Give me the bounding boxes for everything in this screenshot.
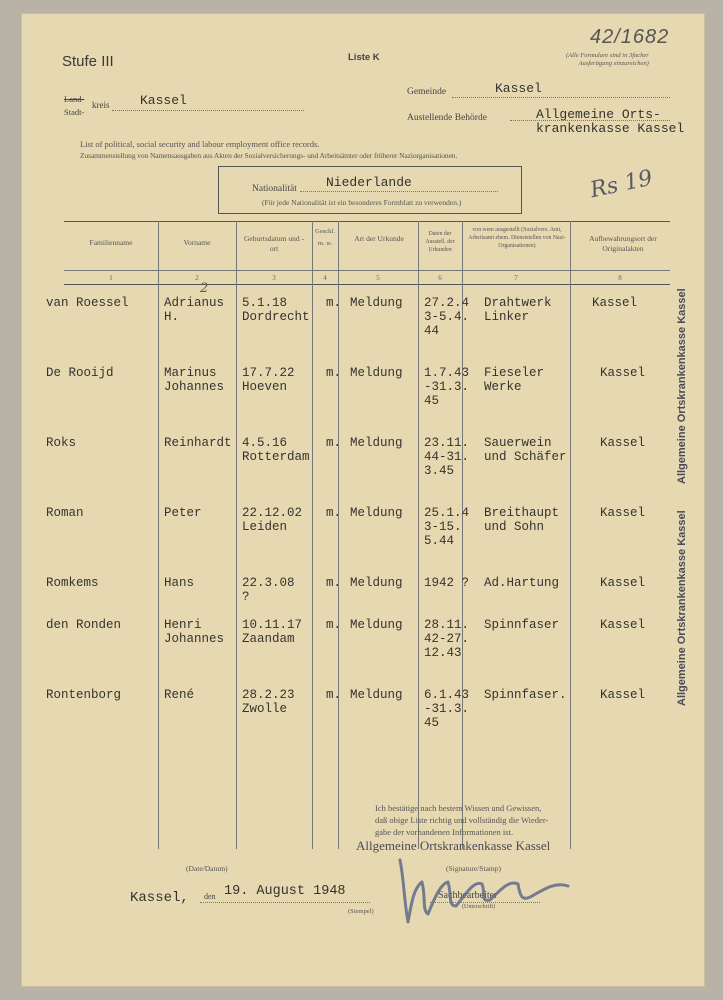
cell-art: Meldung	[350, 366, 403, 380]
col-header-geburtsdatum: Geburtsdatum und -ort	[244, 234, 304, 253]
cell-vorname: Peter	[164, 506, 202, 520]
cell-geburtsort: Zwolle	[242, 702, 288, 716]
col-header-familienname: Familienname	[89, 238, 133, 247]
col-header-geschlecht: Geschl. m. w.	[315, 228, 335, 247]
date-label: (Date/Datum)	[186, 864, 228, 873]
cell-aufbewahrungsort: Kassel	[600, 366, 646, 380]
cell-art: Meldung	[350, 618, 403, 632]
cell-aufbewahrungsort: Kassel	[600, 436, 646, 450]
handwritten-signature	[370, 840, 590, 930]
cell-art: Meldung	[350, 576, 403, 590]
col-divider-1	[158, 221, 159, 849]
col-header-vorname: Vorname	[183, 238, 211, 247]
gemeinde-underline	[452, 97, 670, 98]
cell-geburtsdatum: 10.11.17	[242, 618, 303, 632]
cell-daten: 1.7.43-31.3.45	[424, 366, 470, 408]
cell-geschlecht: m.	[326, 366, 342, 380]
cell-daten: 25.1.43-15.5.44	[424, 506, 470, 548]
sachbearbeiter-label: Sachbearbeiter	[438, 890, 498, 901]
col-number-3: 3	[272, 274, 276, 282]
cell-geburtsort: Dordrecht	[242, 310, 310, 324]
kreis-value: Kassel	[140, 93, 187, 108]
behoerde-label: Austellende Behörde	[407, 113, 487, 123]
col-divider-4	[338, 221, 339, 849]
cell-geburtsdatum: 28.2.23	[242, 688, 295, 702]
cell-von-wem: Spinnfaser	[484, 618, 560, 632]
subtitle-de: Zusammenstellung von Namensausgaben aus Akten der Sozialversicherungs- und Arbeitsämter oder früherer Naziorganisationen.	[80, 151, 458, 160]
signature-label: (Signature/Stamp)	[446, 864, 501, 873]
cell-vorname: Hans	[164, 576, 195, 590]
cell-vorname: Henri Johannes	[164, 618, 225, 646]
cell-von-wem: Spinnfaser.	[484, 688, 567, 702]
gemeinde-label: Gemeinde	[407, 87, 447, 97]
cell-von-wem: Fieseler Werke	[484, 366, 545, 394]
cell-geburtsort: Leiden	[242, 520, 288, 534]
cell-geschlecht: m.	[326, 296, 342, 310]
cell-geburtsdatum: 5.1.18	[242, 296, 288, 310]
col-number-7: 7	[514, 274, 518, 282]
cell-von-wem: Ad.Hartung	[484, 576, 560, 590]
reference-number: 42/1682	[590, 26, 670, 48]
col-number-5: 5	[376, 274, 380, 282]
behoerde-underline	[510, 120, 670, 121]
cell-von-wem: Drahtwerk Linker	[484, 296, 552, 324]
col-number-1: 1	[109, 274, 113, 282]
nationalitaet-label: Nationalität	[252, 184, 297, 194]
handwritten-mark: Rs 19	[588, 165, 655, 204]
col-number-6: 6	[438, 274, 442, 282]
correction-mark: 2	[200, 281, 209, 296]
cell-geschlecht: m.	[326, 576, 342, 590]
cell-familienname: Roks	[46, 436, 77, 450]
cell-geburtsort: ?	[242, 590, 250, 604]
cell-geburtsort: Zaandam	[242, 632, 295, 646]
cell-geburtsort: Rotterdam	[242, 450, 310, 464]
stamp-org: Allgemeine Ortskrankenkasse Kassel	[356, 838, 551, 853]
date-value: 19. August 1948	[224, 884, 346, 899]
cell-geburtsdatum: 22.12.02	[242, 506, 303, 520]
kreis-label-stadt: Stadt-	[64, 107, 85, 117]
col-number-8: 8	[618, 274, 622, 282]
nationalitaet-underline	[300, 191, 498, 192]
cell-geburtsdatum: 4.5.16	[242, 436, 288, 450]
cell-aufbewahrungsort: Kassel	[600, 618, 646, 632]
col-number-2: 2	[195, 274, 199, 282]
cell-daten: 27.2.43-5.4.44	[424, 296, 470, 338]
cell-vorname: Marinus Johannes	[164, 366, 225, 394]
cell-art: Meldung	[350, 688, 403, 702]
cell-geburtsdatum: 17.7.22	[242, 366, 295, 380]
cert-line-3: gabe der vorhandenen Informationen ist.	[375, 827, 514, 837]
unterschrift-label: (Unterschrift)	[462, 904, 495, 910]
cell-geschlecht: m.	[326, 506, 342, 520]
nationalitaet-note: (Für jede Nationalität ist ein besonderes Formblatt zu verwenden.)	[262, 198, 462, 207]
col-divider-5	[418, 221, 419, 849]
cert-line-1: Ich bestätige nach bestem Wissen und Gewissen,	[375, 803, 542, 813]
cell-von-wem: Sauerwein und Schäfer	[484, 436, 567, 464]
cell-vorname: Reinhardt	[164, 436, 232, 450]
col-number-4: 4	[323, 274, 327, 282]
cell-daten: 6.1.43-31.3.45	[424, 688, 470, 730]
den-label: den	[204, 892, 216, 901]
cert-line-2: daß obige Liste richtig und vollständig die Wieder-	[375, 815, 549, 825]
formblatt-note: (Alle Formulare sind in 3facher Ausfertigung einzureichen)	[566, 52, 649, 67]
side-stamp-upper: Allgemeine Ortskrankenkasse Kassel	[676, 288, 688, 484]
stempel-label: (Stempel)	[348, 908, 374, 915]
certification-text	[375, 802, 548, 838]
kreis-label-struck: Land-	[64, 94, 85, 104]
col-header-art: Art der Urkunde	[354, 234, 404, 243]
cell-familienname: van Roessel	[46, 296, 129, 310]
cell-familienname: De Rooijd	[46, 366, 114, 380]
behoerde-value-2: krankenkasse Kassel	[536, 121, 685, 136]
col-header-aufbewahrungsort: Aufbewahrungsort der Originalakten	[589, 234, 657, 253]
cell-aufbewahrungsort: Kassel	[600, 506, 646, 520]
cell-daten: 23.11.44-31.3.45	[424, 436, 470, 478]
cell-familienname: Roman	[46, 506, 84, 520]
gemeinde-value: Kassel	[495, 81, 542, 96]
cell-aufbewahrungsort: Kassel	[592, 296, 638, 310]
cell-aufbewahrungsort: Kassel	[600, 688, 646, 702]
cell-familienname: Romkems	[46, 576, 99, 590]
subtitle-en: List of political, social security and labour employment office records.	[80, 139, 320, 149]
stufe-label: Stufe III	[62, 53, 114, 70]
table-header-rule	[64, 284, 670, 285]
cell-geschlecht: m.	[326, 436, 342, 450]
cell-geschlecht: m.	[326, 618, 342, 632]
cell-art: Meldung	[350, 506, 403, 520]
cell-art: Meldung	[350, 436, 403, 450]
cell-daten: 28.11.42-27.12.43	[424, 618, 470, 660]
place: Kassel,	[130, 890, 189, 906]
col-header-von-wem: von wem ausgestellt (Sozialvers. Amt, Arbeitsamt ehem. Dienststellen von Nazi-Organisationen)	[468, 227, 566, 249]
cell-von-wem: Breithaupt und Sohn	[484, 506, 560, 534]
cell-vorname: René	[164, 688, 195, 702]
date-underline	[200, 902, 370, 903]
cell-familienname: den Ronden	[46, 618, 122, 632]
kreis-underline	[112, 110, 304, 111]
cell-aufbewahrungsort: Kassel	[600, 576, 646, 590]
cell-geburtsdatum: 22.3.08	[242, 576, 295, 590]
cell-art: Meldung	[350, 296, 403, 310]
cell-vorname: Adrianus H.	[164, 296, 225, 324]
cell-geburtsort: Hoeven	[242, 380, 288, 394]
liste-label: Liste K	[348, 52, 380, 63]
col-header-daten: Daten der Ausstell. der Urkunden	[425, 231, 455, 253]
cell-familienname: Rontenborg	[46, 688, 122, 702]
table-number-rule	[64, 270, 670, 271]
behoerde-value-1: Allgemeine Orts-	[536, 107, 661, 122]
nationalitaet-value: Niederlande	[326, 175, 412, 190]
table-top-rule	[64, 221, 670, 222]
side-stamp-lower: Allgemeine Ortskrankenkasse Kassel	[676, 510, 688, 706]
kreis-label: kreis	[92, 100, 110, 110]
cell-daten: 1942 ?	[424, 576, 470, 590]
col-divider-3	[312, 221, 313, 849]
cell-geschlecht: m.	[326, 688, 342, 702]
